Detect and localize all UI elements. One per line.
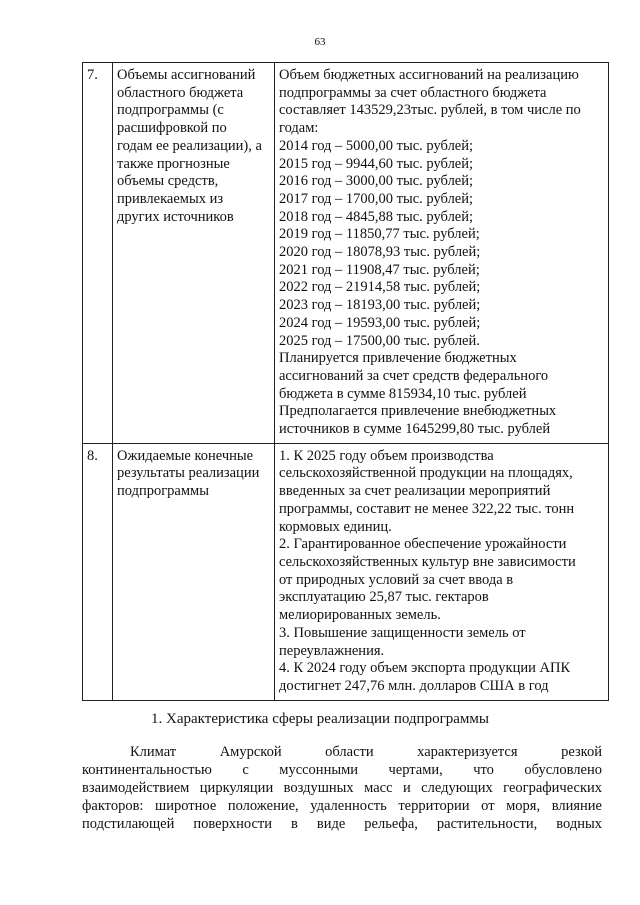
page-number: 63 <box>314 36 326 48</box>
text-line: годам: <box>279 120 319 137</box>
section-title: 1. Характеристика сферы реализации подпрограммы <box>151 711 489 727</box>
text-line: 4. К 2024 году объем экспорта продукции АПК <box>279 660 571 677</box>
text-line: программы, составит не менее 322,22 тыс. тонн <box>279 500 575 517</box>
text-line: привлекаемых из <box>117 190 224 207</box>
text-line: переувлажнения. <box>279 642 385 659</box>
text-line: 2025 год – 17500,00 тыс. рублей. <box>279 332 480 349</box>
text-line: источников в сумме 1645299,80 тыс. рублей <box>279 421 551 438</box>
text-line: подпрограммы за счет областного бюджета <box>279 84 547 101</box>
table-row <box>83 443 609 700</box>
text-line: 2024 год – 19593,00 тыс. рублей; <box>279 314 481 331</box>
text-line: Предполагается привлечение внебюджетных <box>279 403 557 420</box>
paragraph-line: подстилающей поверхности в виде рельефа, растительности, водных <box>82 816 602 832</box>
text-line: 2015 год – 9944,60 тыс. рублей; <box>279 155 474 172</box>
text-line: 2017 год – 1700,00 тыс. рублей; <box>279 190 474 207</box>
table-row <box>83 63 609 444</box>
row-content <box>275 443 609 700</box>
text-line: других источников <box>117 208 234 225</box>
text-line: областного бюджета <box>117 84 244 101</box>
text-line: введенных за счет реализации мероприятий <box>279 483 551 500</box>
text-line: 1. К 2025 году объем производства <box>279 447 494 464</box>
text-line: бюджета в сумме 815934,10 тыс. рублей <box>279 385 527 402</box>
text-line: мелиорированных земель. <box>279 607 441 624</box>
text-line: годам ее реализации), а <box>117 137 262 154</box>
text-line: 2016 год – 3000,00 тыс. рублей; <box>279 173 474 190</box>
row-content <box>275 63 609 444</box>
text-line: сельскохозяйственной продукции на площадях, <box>279 465 573 482</box>
text-line: 2019 год – 11850,77 тыс. рублей; <box>279 226 480 243</box>
text-line: от природных условий за счет ввода в <box>279 571 514 588</box>
text-line: 2021 год – 11908,47 тыс. рублей; <box>279 261 480 278</box>
text-line: Объемы ассигнований <box>117 67 256 83</box>
text-line: достигнет 247,76 млн. долларов США в год <box>279 677 549 694</box>
paragraph-line: взаимодействием циркуляции воздушных масс и следующих географических <box>82 780 602 796</box>
text-line: 2018 год – 4845,88 тыс. рублей; <box>279 208 474 225</box>
paragraph-line: Климат Амурской области характеризуется резкой <box>130 744 602 760</box>
text-line: также прогнозные <box>117 155 230 172</box>
paragraph-line: континентальностью с муссонными чертами, что обусловлено <box>82 762 602 778</box>
text-line: 3. Повышение защищенности земель от <box>279 624 526 641</box>
row-label <box>113 443 275 700</box>
row-label <box>113 63 275 444</box>
text-line: результаты реализации <box>117 465 260 482</box>
text-line: 2020 год – 18078,93 тыс. рублей; <box>279 244 481 261</box>
text-line: объемы средств, <box>117 173 219 190</box>
text-line: кормовых единиц. <box>279 518 392 535</box>
text-line: составляет 143529,23тыс. рублей, в том числе по <box>279 102 581 119</box>
text-line: сельскохозяйственных культур вне зависимости <box>279 553 576 570</box>
row-number: 8. <box>83 443 113 700</box>
row-number: 7. <box>83 63 113 444</box>
subprogram-passport-table <box>82 62 609 701</box>
text-line: 2023 год – 18193,00 тыс. рублей; <box>279 297 481 314</box>
text-line: Ожидаемые конечные <box>117 447 254 464</box>
text-line: подпрограммы <box>117 483 209 500</box>
text-line: 2. Гарантированное обеспечение урожайности <box>279 536 567 553</box>
text-line: 2014 год – 5000,00 тыс. рублей; <box>279 137 474 154</box>
text-line: ассигнований за счет средств федерального <box>279 367 549 384</box>
body-paragraph <box>82 743 602 833</box>
text-line: Планируется привлечение бюджетных <box>279 350 517 367</box>
text-line: подпрограммы (с <box>117 102 224 119</box>
text-line: Объем бюджетных ассигнований на реализацию <box>279 67 579 83</box>
text-line: 2022 год – 21914,58 тыс. рублей; <box>279 279 481 296</box>
paragraph-line: факторов: широтное положение, удаленность территории от моря, влияние <box>82 798 602 814</box>
text-line: эксплуатацию 25,87 тыс. гектаров <box>279 589 489 606</box>
text-line: расшифровкой по <box>117 120 227 137</box>
